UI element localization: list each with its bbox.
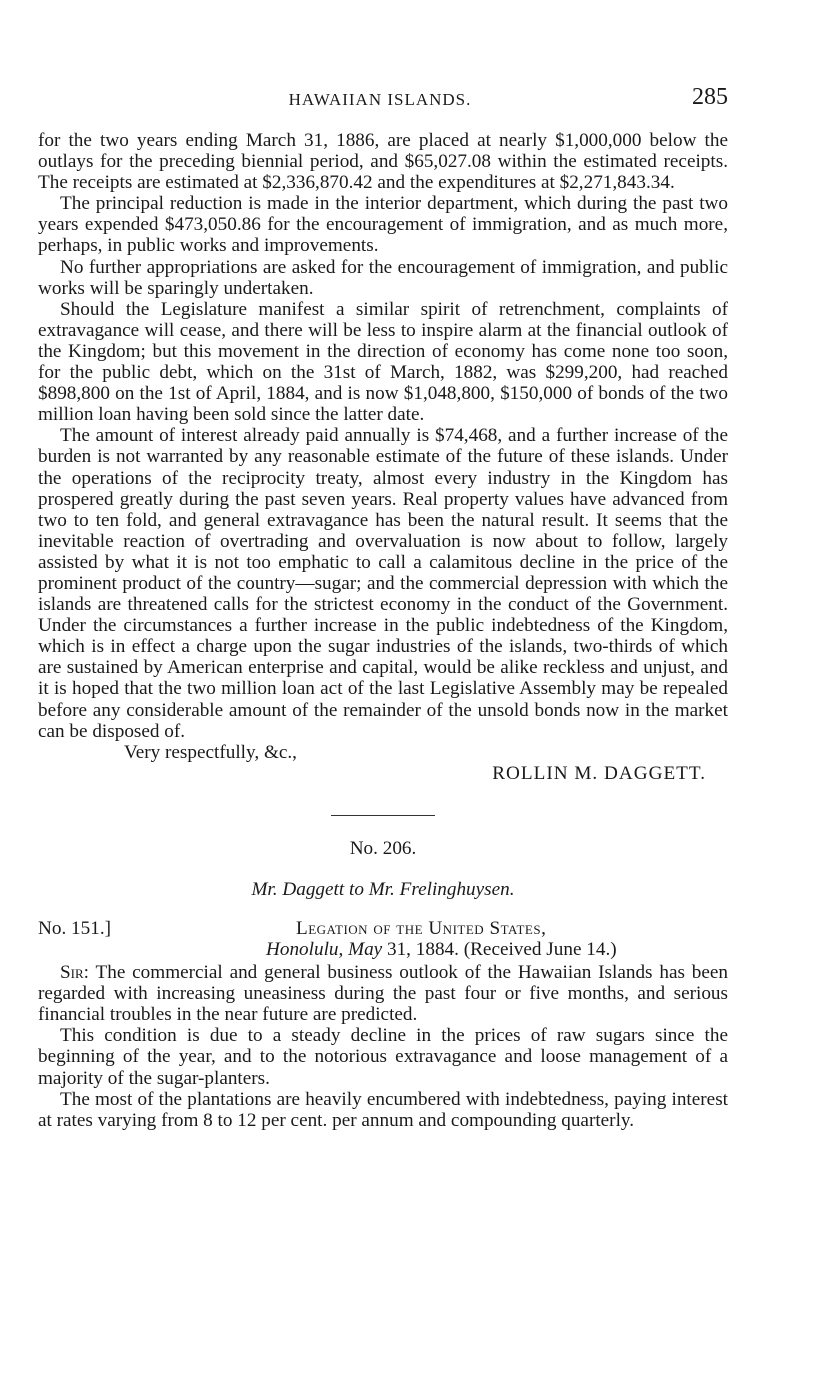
dateline-rest: 31, 1884. (Received June 14.): [382, 939, 617, 961]
paragraph: Should the Legislature manifest a similar spirit of retrenchment, complaints of extravagance will cease, and there will be less to inspire alarm at the financial outlook of the Kingdom; but this movement in the direction of economy has come none too soon, for the public debt, which on the 31st of March, 1882, was $299,200, had reached $898,800 on the 1st of April, 1884, and is now $1,048,800, $150,000 of bonds of the two million loan having been sold since the latter date.: [38, 298, 728, 426]
legation-name: Legation of the United States,: [296, 918, 547, 940]
paragraph: The principal reduction is made in the interior department, which during the past two years expended $473,050.86 for the encouragement of immigration, and as much more, perhaps, in public works and improvements.: [38, 193, 728, 257]
running-head: [0, 84, 832, 114]
paragraph-text: The commercial and general business outlook of the Hawaiian Islands has been regarded with increasing uneasiness during the past four or five months, and serious financial troubles in the near future are predicted.: [38, 962, 728, 1026]
dateline-month: May: [348, 939, 383, 961]
paragraph: The most of the plantations are heavily encumbered with indebtedness, paying interest at rates varying from 8 to 12 per cent. per annum and compounding quarterly.: [38, 1088, 728, 1131]
running-title: HAWAIIAN ISLANDS.: [288, 90, 472, 109]
paragraph: [38, 962, 728, 1025]
salutation: Sir:: [60, 962, 90, 984]
document-number: No. 206.: [349, 837, 417, 859]
paragraph: No further appropriations are asked for the encouragement of immigration, and public works will be sparingly undertaken.: [38, 256, 728, 299]
paragraph: for the two years ending March 31, 1886, are placed at nearly $1,000,000 below the outlays for the preceding biennial period, and $65,027.08 within the estimated receipts. The receipts are estimated at $2,336,870.42 and the expenditures at $2,271,843.34.: [38, 130, 728, 194]
section-divider: [331, 815, 435, 816]
body-text: [38, 130, 728, 1131]
signature: ROLLIN M. DAGGETT.: [492, 762, 706, 784]
page-number: 285: [692, 84, 728, 110]
paragraph: This condition is due to a steady decline in the prices of raw sugars since the beginning of the year, and to the notorious extravagance and loose management of a majority of the sugar-planters.: [38, 1025, 728, 1089]
closing: Very respectfully, &c.,: [124, 741, 297, 763]
paragraph: The amount of interest already paid annually is $74,468, and a further increase of the burden is not warranted by any reasonable estimate of the future of these islands. Under the operations of the reciprocity treaty, almost every industry in the Kingdom has prospered greatly during the past seven years. Real property values have advanced from two to ten fold, and general extravagance has been the natural result. It seems that the inevitable reaction of overtrading and overvaluation is now about to follow, largely assisted by what it is not too emphatic to call a calamitous decline in the price of the prominent product of the country—sugar; and the commercial depression with which the islands are threatened calls for the strictest economy in the conduct of the Government. Under the circumstances a further increase in the public indebtedness of the Kingdom, which is in effect a charge upon the sugar industries of the islands, two-thirds of which are sustained by American enterprise and capital, would be alike reckless and unjust, and it is hoped that the two million loan act of the last Legislative Assembly may be repealed before any considerable amount of the remainder of the unsold bonds now in the market can be disposed of.: [38, 425, 728, 742]
dateline-place: Honolulu,: [266, 939, 344, 961]
dateline: [266, 939, 617, 960]
dispatch-number: No. 151.]: [38, 918, 112, 940]
dispatch-header: [38, 918, 728, 962]
correspondence-heading: Mr. Daggett to Mr. Frelinghuysen.: [251, 879, 515, 900]
